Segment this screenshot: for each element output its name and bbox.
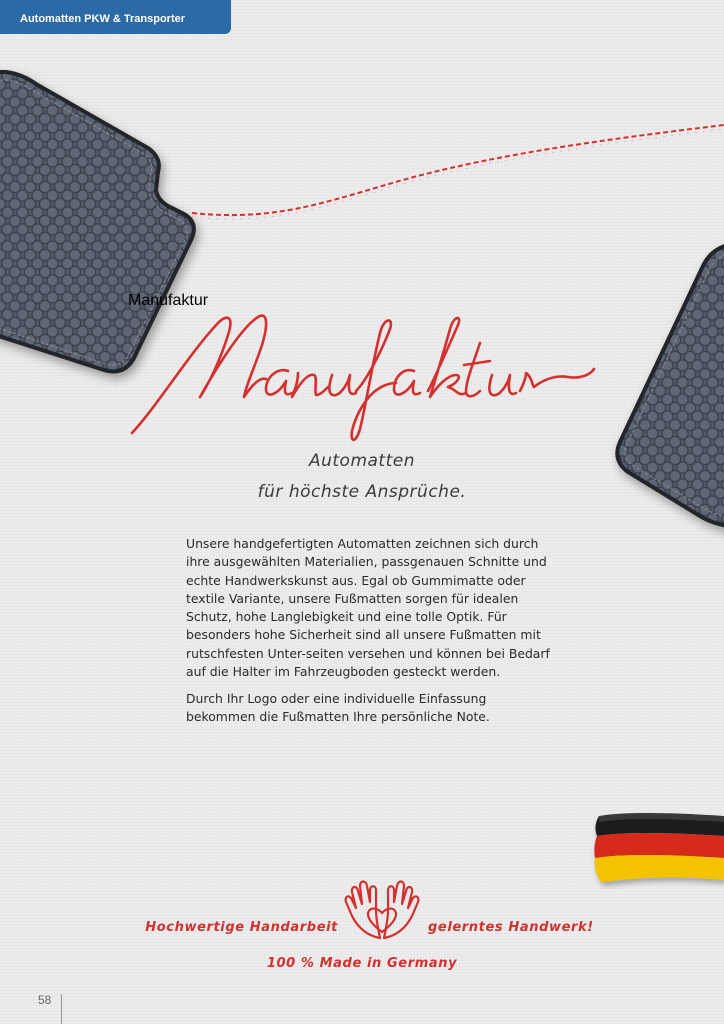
tagline-handwerk: gelerntes Handwerk!	[428, 920, 594, 935]
page-number-divider	[61, 994, 62, 1024]
script-title	[128, 292, 598, 445]
subtitle-line-1: Automatten	[308, 451, 415, 471]
script-title-text: Manufaktur	[128, 292, 209, 309]
hands-heart-icon	[344, 880, 420, 942]
page-number: 58	[38, 993, 52, 1007]
subtitle-line-2: für höchste Ansprüche.	[257, 482, 467, 502]
manufaktur-script-lettering	[128, 292, 598, 445]
german-flag-ribbon-icon	[593, 808, 724, 888]
tagline-made-in-germany: 100 % Made in Germany	[266, 956, 458, 971]
section-label: Automatten PKW & Transporter	[20, 13, 186, 25]
body-paragraph-2: Durch Ihr Logo oder eine individuelle Einfassung bekommen die Fußmatten Ihre persönliche Note.	[186, 691, 490, 725]
tagline-handarbeit: Hochwertige Handarbeit	[145, 920, 338, 935]
body-paragraph-1: Unsere handgefertigten Automatten zeichnen sich durch ihre ausgewählten Materialien, passgenauen Schnitte und echte Handwerkskunst aus. Egal ob Gummimatte oder textile Variante, unsere Fußmatten sorgen für idealen Schutz, hohe Langlebigkeit und eine tolle Optik. Für besonders hohe Sicherheit sind all unsere Fußmatten mit rutschfesten Unter-seiten versehen und können bei Bedarf auf die Halter im Fahrzeugboden gesteckt werden.	[186, 536, 550, 680]
